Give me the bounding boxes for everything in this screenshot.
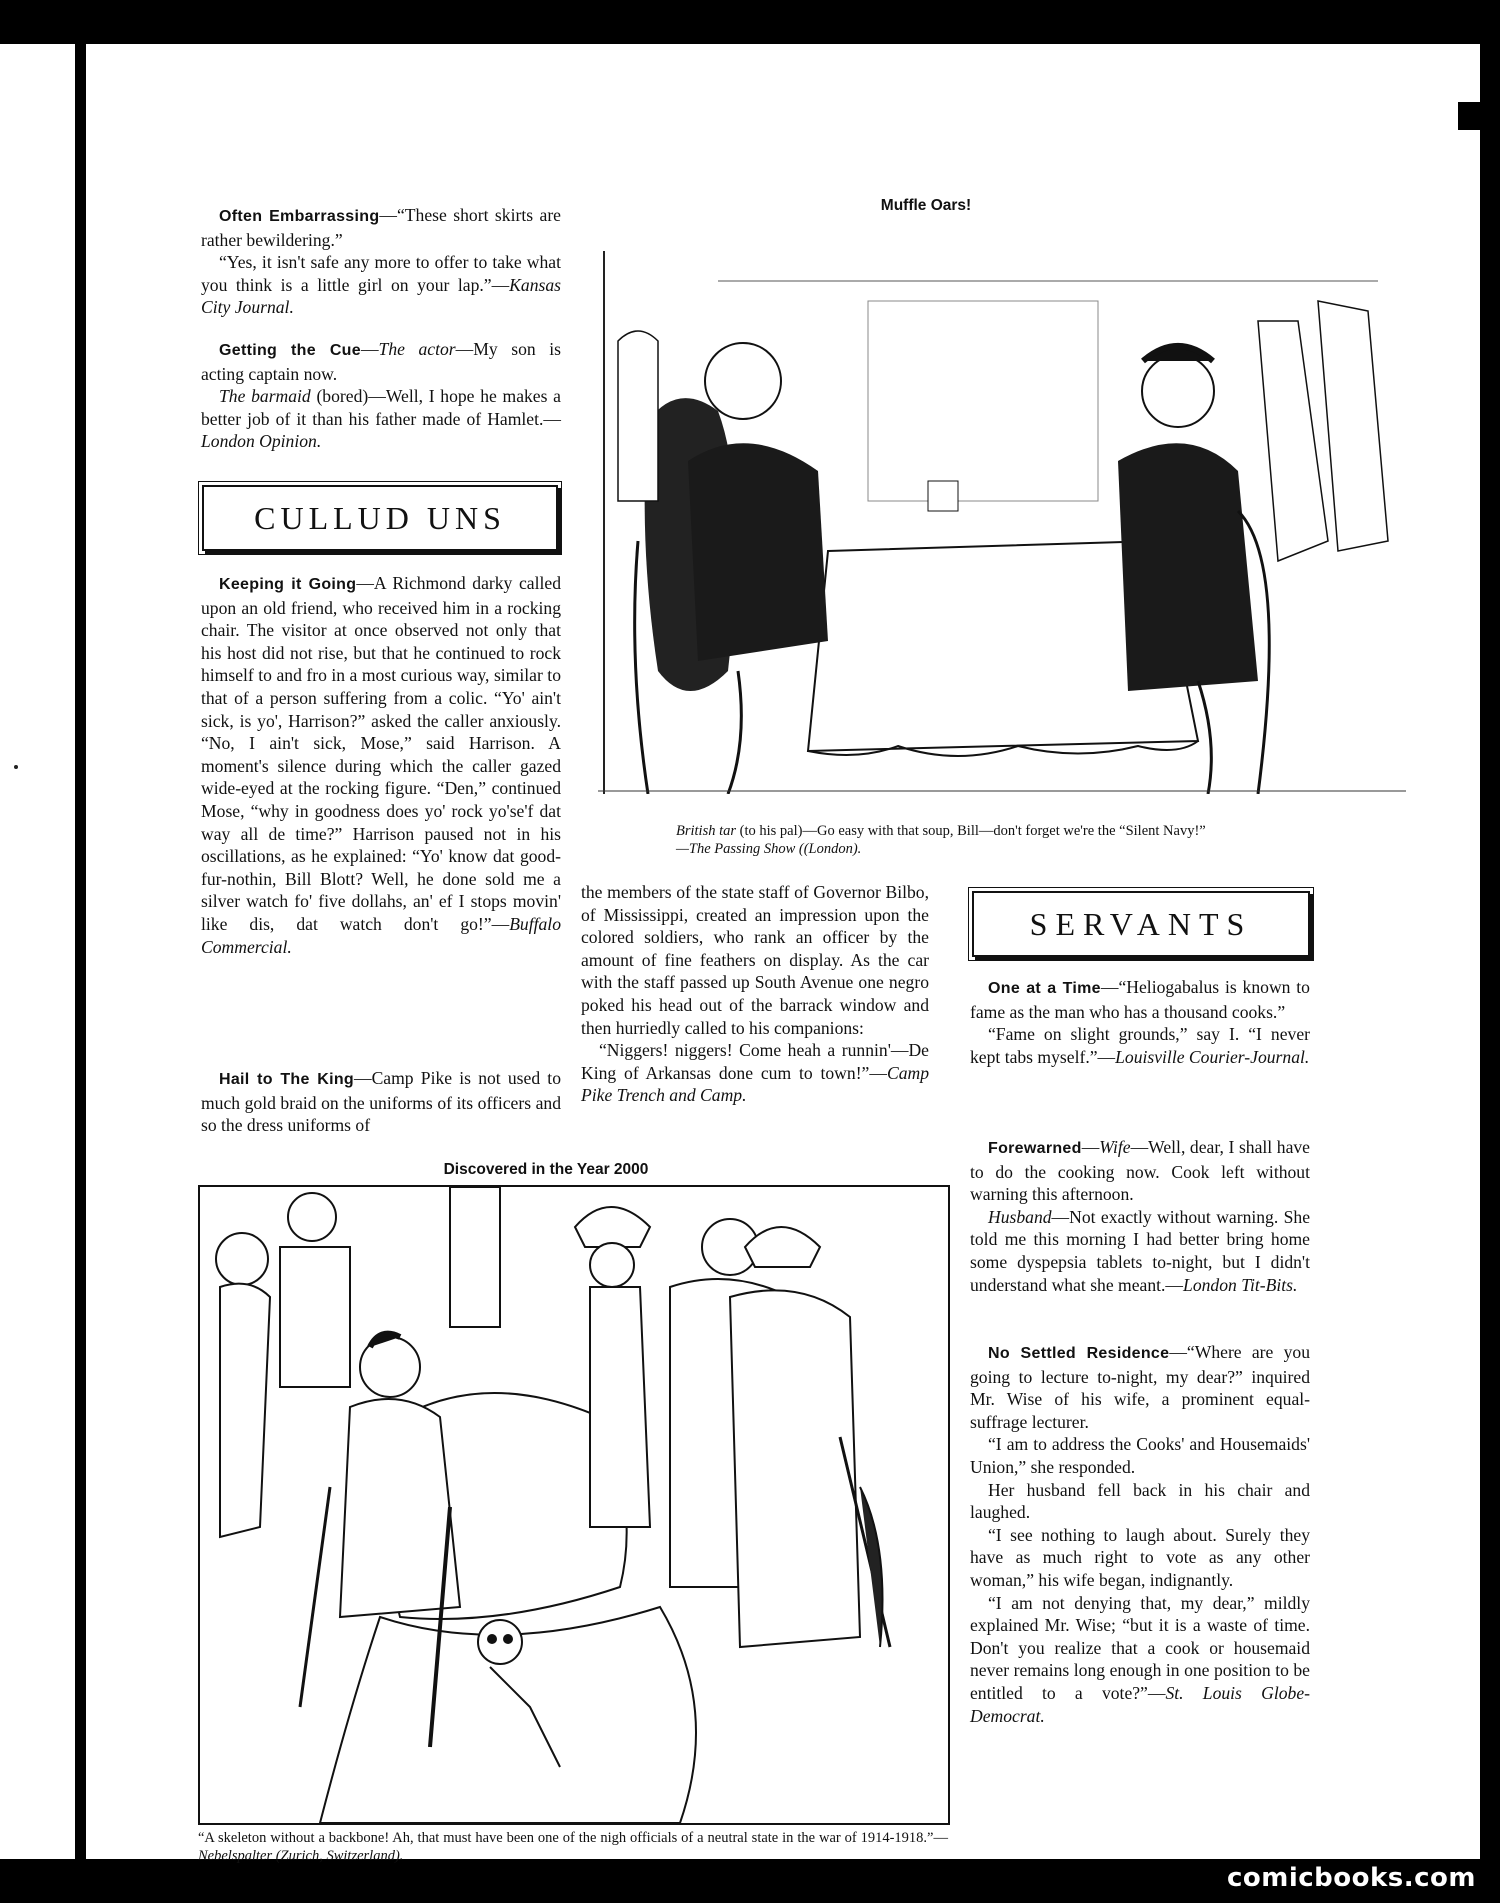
item-heading: One at a Time [988, 980, 1101, 997]
hail-to-the-king-item [201, 1067, 561, 1137]
item-text: “Yes, it isn't safe any more to offer to take what you think is a little girl on your lap.”— [201, 252, 561, 295]
muffle-oars-cartoon [598, 241, 1406, 794]
hail-to-the-king-continuation [581, 881, 929, 1107]
item-text: “I see nothing to laugh about. Surely they have as much right to vote as any other woman,” his wife began, indignantly. [970, 1524, 1310, 1590]
item-heading: Keeping it Going [219, 576, 357, 593]
item-source: Kansas City Journal. [201, 274, 561, 318]
item-source: London Opinion. [201, 431, 322, 452]
item-text: Her husband fell back in his chair and laughed. [970, 1479, 1310, 1523]
item-heading: Forewarned [988, 1140, 1082, 1157]
item-text: —Camp Pike is not used to much gold braid on the uniforms of its officers and so the dress uniforms of [201, 1068, 561, 1136]
speaker-label: Husband [988, 1206, 1052, 1227]
no-settled-residence-item [970, 1341, 1310, 1727]
quote-text: “Niggers! niggers! Come heah a runnin'—De King of Arkansas done cum to town!”— [581, 1040, 929, 1083]
cartoon-title: Muffle Oars! [880, 197, 972, 214]
one-at-a-time-item [970, 976, 1310, 1068]
skeleton-dig-drawing [200, 1187, 948, 1823]
section-heading-cullud-uns: CULLUD UNS [202, 485, 558, 551]
cartoon-title: Discovered in the Year 2000 [443, 1161, 649, 1178]
item-text: —Not exactly without warning. She told me this morning I had better bring home some dyspepsia tablets to-night, but I didn't understand what she meant.— [970, 1206, 1310, 1295]
restaurant-drawing [598, 241, 1406, 794]
item-text: —“These short skirts are rather bewildering.” [201, 205, 561, 250]
discovered-caption [198, 1829, 948, 1865]
previous-page-edge [0, 44, 75, 1859]
item-source: Camp Pike Trench and Camp. [581, 1062, 929, 1106]
magazine-page [86, 44, 1480, 1864]
item-heading: Hail to The King [219, 1071, 354, 1088]
item-heading: Often Embarrassing [219, 208, 380, 225]
page-speck [14, 765, 18, 769]
item-text: —“Heliogabalus is known to fame as the man who has a thousand cooks.” [970, 977, 1310, 1022]
item-heading: No Settled Residence [988, 1345, 1170, 1362]
often-embarrassing-item [201, 204, 561, 319]
corner-mark [1458, 102, 1480, 130]
item-source: Buffalo Commercial. [201, 913, 561, 957]
keeping-it-going-item [201, 572, 561, 958]
continuation-text: the members of the state staff of Governor Bilbo, of Mississippi, created an impression upon the colored soldiers, who rank an officer by the amount of fine feathers on display. As the car with the staff passed up South Avenue one negro poked his head out of the barrack window and then hurriedly called to his companions: [581, 882, 929, 1038]
speaker-label: The actor [378, 339, 456, 359]
caption-text: “A skeleton without a backbone! Ah, that must have been one of the nigh officials of a neutral state in the war of 1914-1918.”— [198, 1830, 948, 1846]
muffle-oars-caption [676, 822, 1416, 858]
discovered-cartoon [198, 1185, 950, 1825]
item-text: —“Where are you going to lecture to-night, my dear?” inquired Mr. Wise of his wife, a prominent equal-suffrage lecturer. [970, 1342, 1310, 1432]
item-heading: Getting the Cue [219, 342, 361, 359]
watermark: comicbooks.com [1226, 1863, 1476, 1893]
speaker-label: The barmaid [219, 386, 311, 407]
item-text: “I am to address the Cooks' and Housemaids' Union,” she responded. [970, 1434, 1310, 1477]
caption-source: Nebelspalter (Zurich, Switzerland). [198, 1848, 404, 1864]
caption-speaker: British tar [676, 823, 737, 839]
getting-the-cue-item: Getting the Cue—The actor—My son is acting captain now. The barmaid (bored)—Well, I hope he makes a better job of it than his father made of Hamlet.—London Opinion. [201, 339, 562, 452]
item-text: —Well, dear, I shall have to do the cooking now. Cook left without warning this afternoon. [970, 1137, 1310, 1205]
caption-text: (to his pal)—Go easy with that soup, Bill—don't forget we're the “Silent Navy!” [736, 823, 1206, 839]
item-text: (bored)—Well, I hope he makes a better job of it than his father made of Hamlet.— [201, 386, 561, 429]
item-text: —A Richmond darky called upon an old friend, who received him in a rocking chair. The visitor at once observed not only that his host did not rise, but that he continued to rock himself to and fro in a most curious way, similar to that of a person suffering from a colic. “Yo' ain't sick, is yo', Harrison?” asked the caller anxiously. “No, I ain't sick, Mose,” said Harrison. A moment's silence during which the caller gazed wide-eyed at the rocking figure. “Den,” continued Mose, “why in goodness does yo' rock yo'se'f dat way all de time?” Harrison paused not in his oscillations, as he explained: “Yo' know dat good-fur-nothin, Bill Blott? Well, he done sold me a silver watch fo' five dollahs, an' ef I stops movin' like dis, dat watch don't go!”— [201, 573, 562, 934]
item-source: St. Louis Globe-Democrat. [970, 1682, 1310, 1726]
forewarned-item: Forewarned—Wife—Well, dear, I shall have to do the cooking now. Cook left without warning this afternoon. Husband—Not exactly without warning. She told me this morning I had better bring home some dyspepsia tablets to-night, but I didn't understand what she meant.—London Tit-Bits. [970, 1137, 1310, 1295]
section-heading-servants: SERVANTS [972, 891, 1310, 957]
speaker-label: Wife [1099, 1137, 1131, 1157]
item-source: Louisville Courier-Journal. [1115, 1046, 1310, 1067]
caption-source: —The Passing Show ((London). [676, 841, 862, 857]
item-text: “I am not denying that, my dear,” mildly explained Mr. Wise; “but it is a waste of time. Don't you realize that a cook or housemaid never remains long enough in one position to be entitled to a vote?”— [970, 1592, 1310, 1703]
item-source: London Tit-Bits. [1183, 1274, 1298, 1295]
item-text: “Fame on slight grounds,” say I. “I never kept tabs myself.”— [970, 1024, 1310, 1067]
item-text: —My son is acting captain now. [201, 339, 562, 384]
